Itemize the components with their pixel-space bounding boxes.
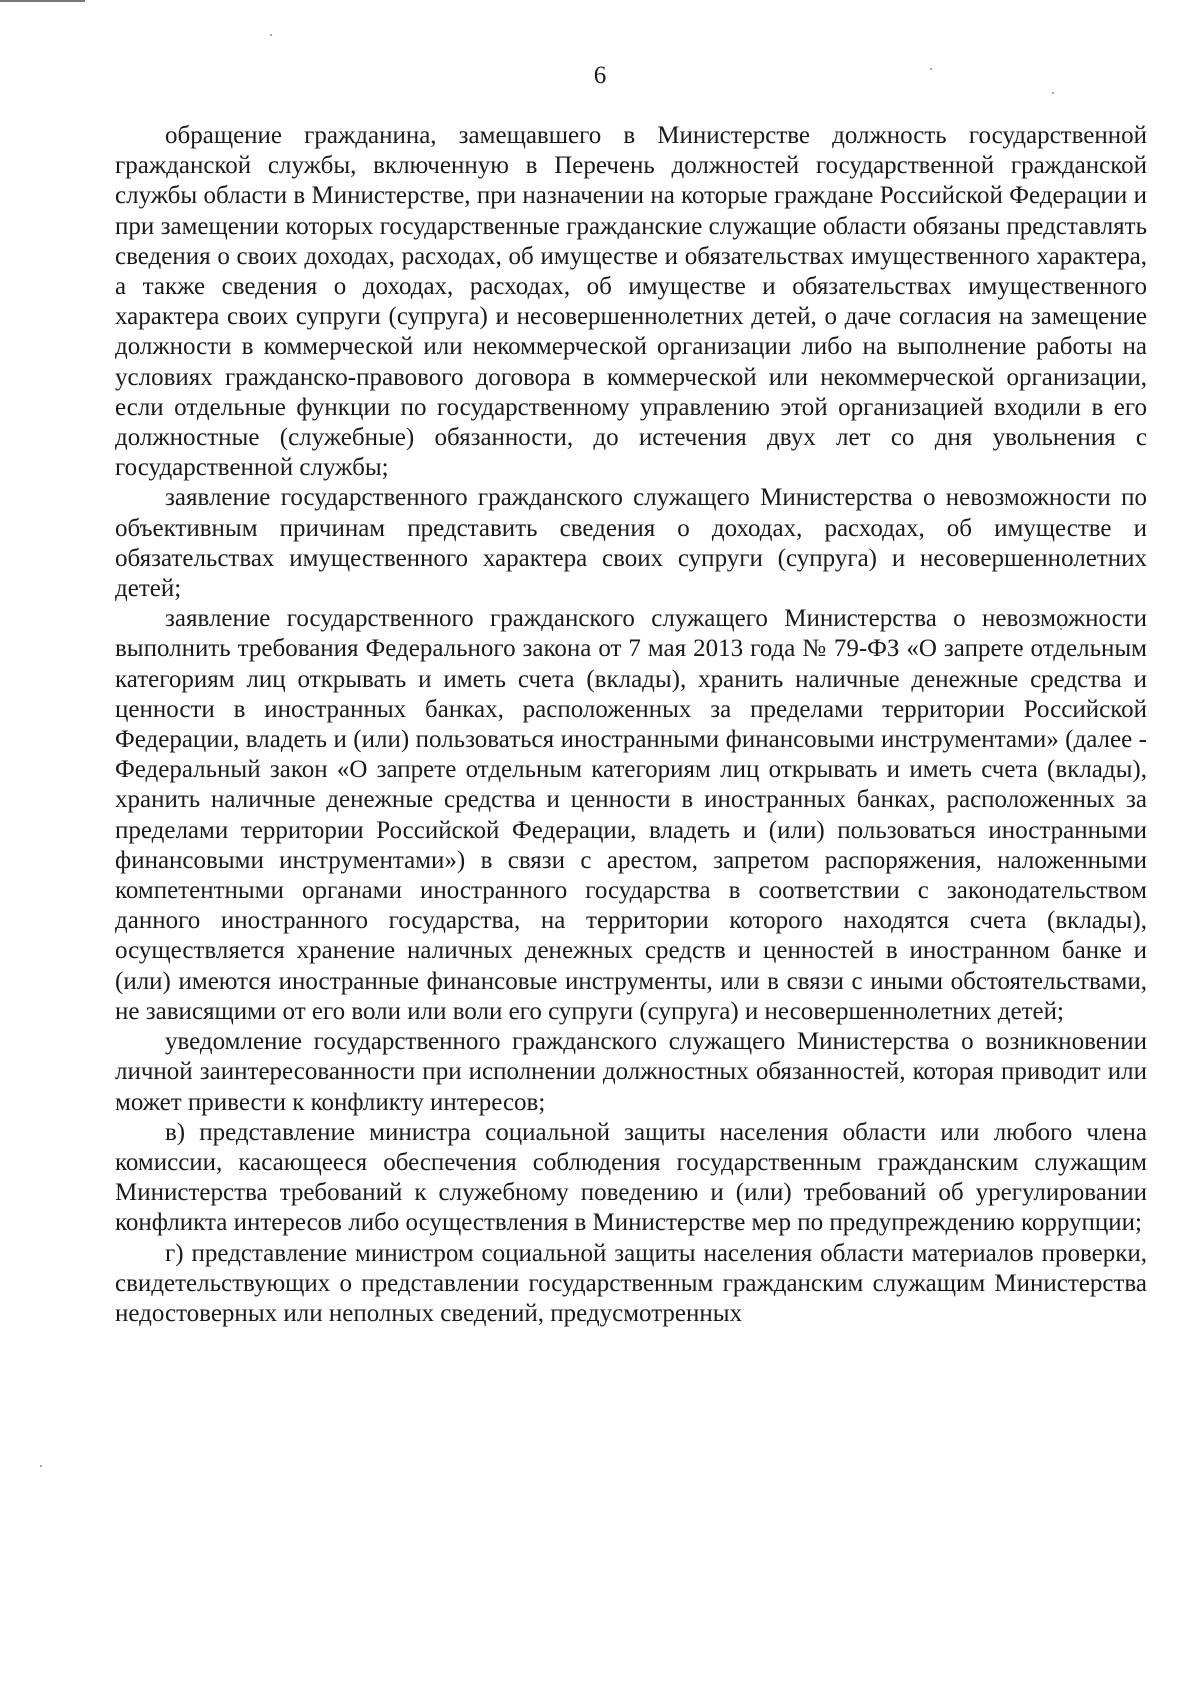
scan-speck	[40, 1465, 42, 1467]
scan-speck	[270, 34, 272, 36]
document-body	[115, 121, 1147, 1329]
scan-edge-mark	[0, 0, 85, 2]
paragraph-impossibility-federal-law: заявление государственного гражданского служащего Министерства о невозможности выполнить требования Федерального закона от 7 мая 2013 года № 79-ФЗ «О запрете отдельным категориям лиц открывать и иметь счета (вклады), хранить наличные денежные средства и ценности в иностранных банках, расположенных за пределами территории Российской Федерации, владеть и (или) пользоваться иностранными финансовыми инструментами» (далее - Федеральный закон «О запрете отдельным категориям лиц открывать и иметь счета (вклады), хранить наличные денежные средства и ценности в иностранных банках, расположенных за пределами территории Российской Федерации, владеть и (или) пользоваться иностранными финансовыми инструментами») в связи с арестом, запретом распоряжения, наложенными компетентными органами иностранного государства в соответствии с законодательством данного иностранного государства, на территории которого находятся счета (вклады), осуществляется хранение наличных денежных средств и ценностей в иностранном банке и (или) имеются иностранные финансовые инструменты, или в связи с иными обстоятельствами, не зависящими от его воли или воли его супруги (супруга) и несовершеннолетних детей;	[115, 605, 1147, 1025]
paragraph-conflict-of-interest-notice: уведомление государственного гражданского служащего Министерства о возникновении личной заинтересованности при исполнении должностных обязанностей, которая приводит или может привести к конфликту интересов;	[115, 1028, 1147, 1116]
paragraph-citizen-appeal: обращение гражданина, замещавшего в Министерстве должность государственной гражданской службы, включенную в Перечень должностей государственной гражданской службы области в Министерстве, при назначении на которые граждане Российской Федерации и при замещении которых государственные гражданские служащие области обязаны представлять сведения о своих доходах, расходах, об имуществе и обязательствах имущественного характера, а также сведения о доходах, расходах, об имуществе и обязательствах имущественного характера своих супруги (супруга) и несовершеннолетних детей, о даче согласия на замещение должности в коммерческой или некоммерческой организации либо на выполнение работы на условиях гражданско-правового договора в коммерческой или некоммерческой организации, если отдельные функции по государственному управлению этой организацией входили в его должностные (служебные) обязанности, до истечения двух лет со дня увольнения с государственной службы;	[115, 122, 1147, 482]
paragraph-item-g: г) представление министром социальной защиты населения области материалов проверки, свидетельствующих о представлении государственным гражданским служащим Министерства недостоверных или неполных сведений, предусмотренных	[115, 1239, 1147, 1327]
paragraph-item-v: в) представление министра социальной защиты населения области или любого члена комиссии, касающееся обеспечения соблюдения государственным гражданским служащим Министерства требований к служебному поведению и (или) требований об урегулировании конфликта интересов либо осуществления в Министерстве мер по предупреждению коррупции;	[115, 1118, 1147, 1237]
page-number: 6	[593, 62, 607, 89]
scan-speck	[1052, 92, 1054, 94]
paragraph-impossibility-income-statement: заявление государственного гражданского служащего Министерства о невозможности по объективным причинам представить сведения о доходах, расходах, об имуществе и обязательствах имущественного характера своих супруги (супруга) и несовершеннолетних детей;	[115, 484, 1147, 603]
